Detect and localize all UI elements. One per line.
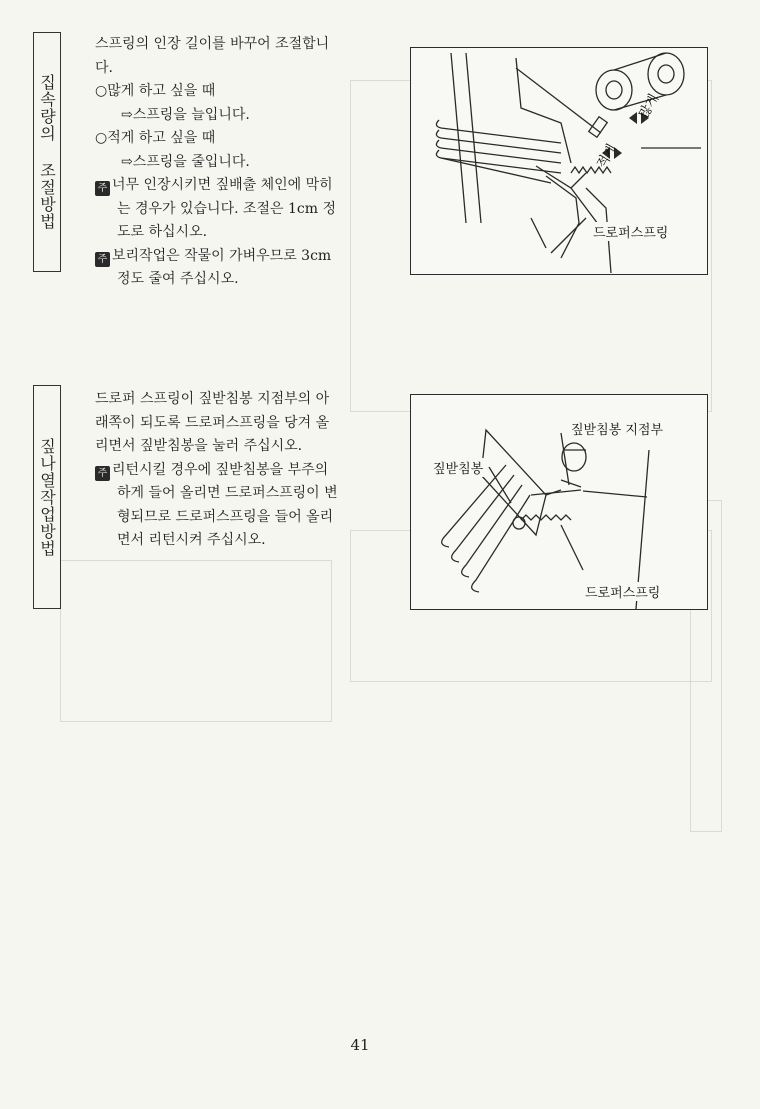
note-line	[95, 245, 363, 269]
note-mark-icon: 주	[95, 466, 110, 481]
section-label-straw-arrange	[33, 385, 61, 609]
more-label: 많게	[636, 91, 663, 122]
instruction-line: ○적게 하고 싶을 때	[95, 130, 216, 146]
note-line	[95, 459, 363, 483]
instruction-line: ○많게 하고 싶을 때	[95, 83, 216, 99]
rod-pivot-label: 짚받침봉 지점부	[569, 419, 665, 438]
instruction-line: 스프링의 인장 길이를 바꾸어 조절합니	[95, 36, 330, 52]
instruction-line: 도로 하십시오.	[117, 224, 208, 240]
instruction-line: ⇨스프링을 줄입니다.	[121, 153, 250, 170]
bleed-through-frame	[60, 560, 332, 722]
instruction-line: 정도 줄여 주십시오.	[117, 271, 239, 287]
instruction-line: 면서 리턴시켜 주십시오.	[117, 532, 266, 548]
page-number: 41	[350, 1036, 370, 1054]
straw-rest-rod-figure	[410, 394, 708, 610]
section-title: 짚나열작업방법	[37, 437, 57, 557]
note-text: 리턴시킬 경우에 짚받침봉을 부주의	[112, 461, 329, 478]
instruction-line: 드로퍼 스프링이 짚받침봉 지점부의 아	[95, 391, 330, 407]
instruction-line: 는 경우가 있습니다. 조절은 1cm 정	[117, 200, 337, 217]
instruction-line: 하게 들어 올리면 드로퍼스프링이 변	[117, 485, 338, 501]
bundle-amount-instructions	[95, 33, 363, 292]
less-label: 적게	[594, 141, 621, 172]
section-label-bundle-amount	[33, 32, 61, 272]
note-text: 너무 인장시키면 짚배출 체인에 막히	[112, 177, 333, 193]
note-mark-icon: 주	[95, 181, 110, 196]
dropper-spring-label: 드로퍼스프링	[583, 582, 662, 601]
dropper-spring-adjust-figure	[410, 47, 708, 275]
note-line	[95, 174, 363, 198]
note-text: 보리작업은 작물이 가벼우므로 3cm	[112, 247, 332, 264]
instruction-line: 래쪽이 되도록 드로퍼스프링을 당겨 올	[95, 414, 330, 431]
instruction-line: ⇨스프링을 늘입니다.	[121, 106, 250, 123]
rod-label: 짚받침봉	[431, 458, 485, 477]
straw-arrange-instructions	[95, 388, 363, 553]
section-title: 집속량의 조절방법	[37, 74, 57, 230]
instruction-line: 다.	[95, 59, 113, 76]
instruction-line: 형되므로 드로퍼스프링을 들어 올리	[117, 508, 334, 525]
note-mark-icon: 주	[95, 252, 110, 267]
instruction-line: 리면서 짚받침봉을 눌러 주십시오.	[95, 438, 303, 454]
dropper-spring-label: 드로퍼스프링	[591, 222, 670, 241]
